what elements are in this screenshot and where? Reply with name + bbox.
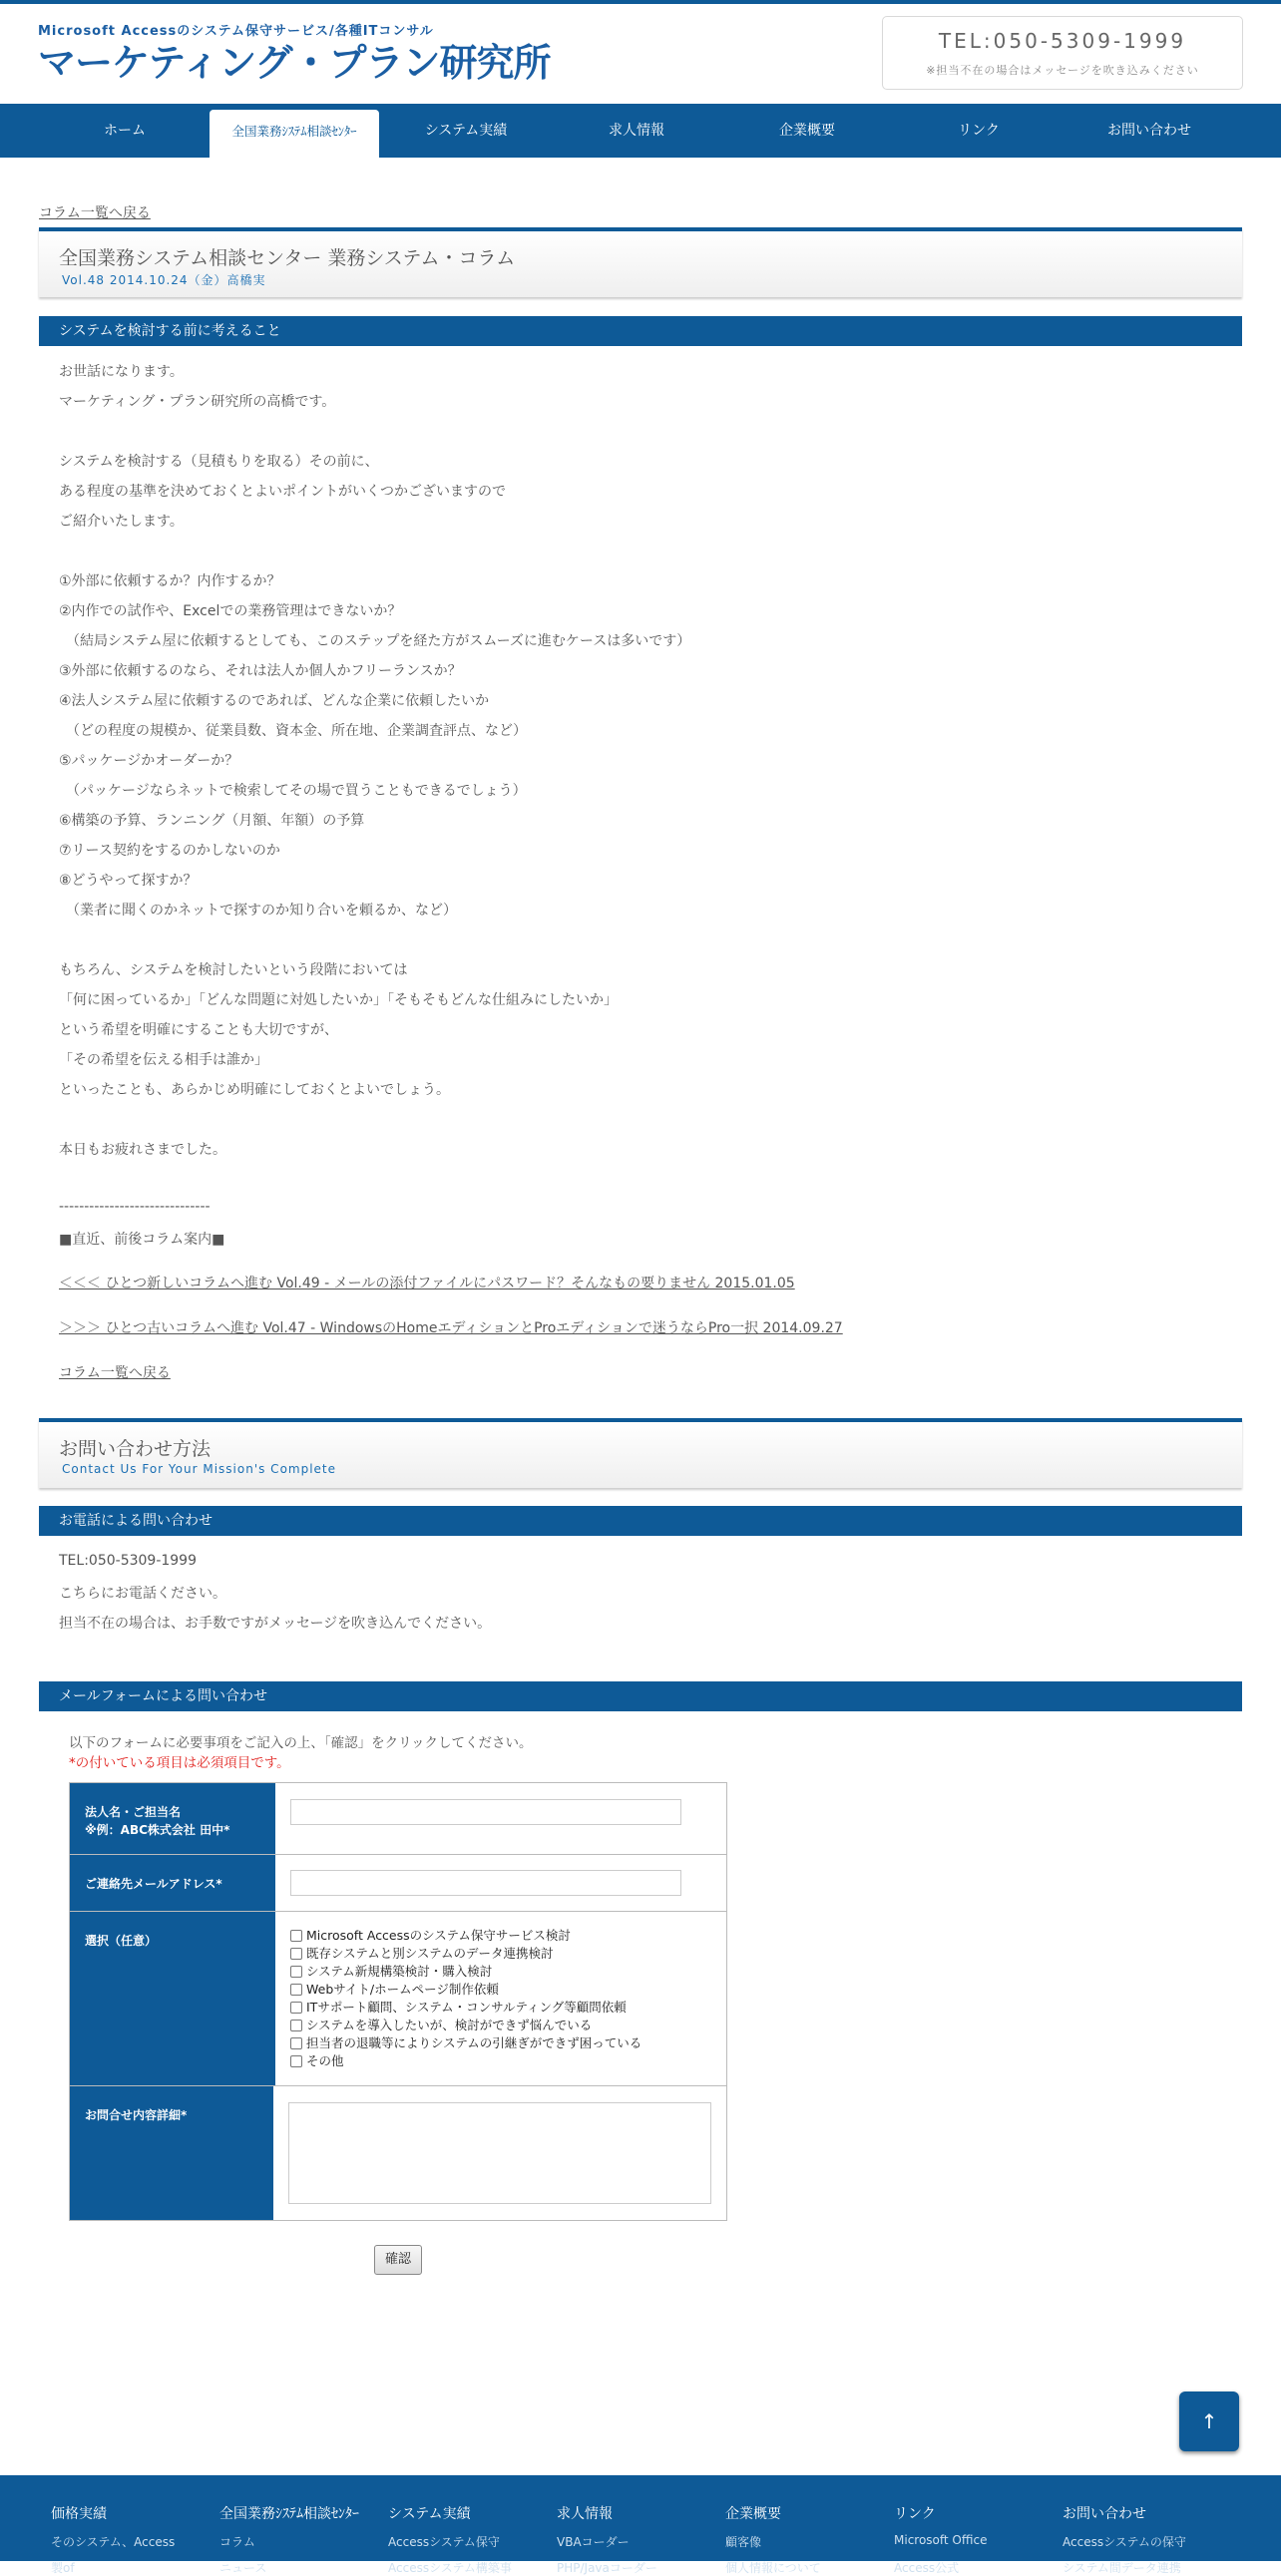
option-label: ITサポート顧問、システム・コンサルティング等顧問依頼 bbox=[306, 2000, 627, 2015]
detail-textarea[interactable] bbox=[288, 2102, 711, 2204]
checkbox[interactable] bbox=[290, 1930, 302, 1942]
column-body-line: ⑥構築の予算、ランニング（月額、年額）の予算 bbox=[59, 813, 365, 829]
column-body-line: ①外部に依頼するか？内作するか？ bbox=[59, 573, 281, 589]
logo-tagline: Microsoft Accessのシステム保守サービス/各種ITコンサル bbox=[38, 24, 434, 39]
option-checkbox-row[interactable] bbox=[290, 2017, 711, 2034]
footer-column-heading[interactable]: リンク bbox=[894, 2506, 936, 2522]
nav-consult-center[interactable]: 全国業務ｼｽﾃﾑ相談ｾﾝﾀｰ bbox=[210, 110, 379, 158]
checkbox[interactable] bbox=[290, 2020, 302, 2031]
column-body-line: といったことも、あらかじめ明確にしておくとよいでしょう。 bbox=[59, 1082, 450, 1098]
phone-note: ※担当不在の場合はメッセージを吹き込みください bbox=[926, 64, 1199, 77]
column-title: 全国業務システム相談センター 業務システム・コラム bbox=[59, 247, 516, 269]
column-body-line: 本日もお疲れさまでした。 bbox=[59, 1142, 226, 1158]
site-logo[interactable] bbox=[38, 20, 550, 85]
column-body-line: （業者に聞くのかネットで探すのか知り合いを頼るか、など） bbox=[59, 903, 457, 919]
footer-column-heading[interactable]: 全国業務ｼｽﾃﾑ相談ｾﾝﾀｰ bbox=[219, 2506, 359, 2522]
nav-links[interactable]: リンク bbox=[958, 123, 1000, 139]
footer-column-heading[interactable]: 求人情報 bbox=[557, 2506, 613, 2522]
nav-home[interactable]: ホーム bbox=[104, 123, 146, 139]
site-footer bbox=[0, 2475, 1281, 2575]
email-field-cell bbox=[275, 1855, 726, 1911]
form-row-email bbox=[70, 1855, 726, 1912]
column-body-line: ②内作での試作や、Excelでの業務管理はできないか？ bbox=[59, 603, 402, 619]
older-column-link[interactable]: ＞＞＞ ひとつ古いコラムへ進む Vol.47 - WindowsのHomeエディションとProエディションで迷うならPro一択 2014.09.27 bbox=[59, 1320, 843, 1336]
column-body-line: （パッケージならネットで検索してその場で買うこともできるでしょう） bbox=[59, 783, 527, 799]
phone-contact-bar: お電話による問い合わせ bbox=[39, 1506, 1242, 1536]
back-to-column-list-link-bottom[interactable]: コラム一覧へ戻る bbox=[59, 1365, 171, 1381]
column-body-line: 「何に困っているか」「どんな問題に対処したいか」「そもそもどんな仕組みにしたいか」 bbox=[59, 992, 618, 1008]
column-header bbox=[39, 227, 1242, 297]
email-input[interactable] bbox=[290, 1870, 681, 1896]
footer-link[interactable]: 個人情報について bbox=[725, 2561, 821, 2575]
option-label: その他 bbox=[306, 2053, 344, 2068]
phone-line: TEL:050-5309-1999 bbox=[59, 1553, 197, 1569]
column-body-line: ④法人システム屋に依頼するのであれば、どんな企業に依頼したいか bbox=[59, 693, 490, 709]
option-checkbox-row[interactable] bbox=[290, 2052, 711, 2070]
column-body-line: という希望を明確にすることも大切ですが、 bbox=[59, 1022, 338, 1038]
option-label: Microsoft Accessのシステム保守サービス検討 bbox=[306, 1928, 571, 1943]
mail-form-bar: メールフォームによる問い合わせ bbox=[39, 1681, 1242, 1711]
main-nav bbox=[0, 104, 1281, 158]
nav-contact[interactable]: お問い合わせ bbox=[1107, 123, 1191, 139]
related-heading: ■直近、前後コラム案内■ bbox=[59, 1232, 225, 1248]
option-checkbox-row[interactable] bbox=[290, 1945, 711, 1963]
checkbox[interactable] bbox=[290, 1948, 302, 1960]
confirm-button[interactable]: 確認 bbox=[374, 2245, 422, 2275]
select-label: 選択（任意） bbox=[70, 1912, 275, 2085]
arrow-up-icon: ↑ bbox=[1200, 2409, 1218, 2433]
phone-line: こちらにお電話ください。 bbox=[59, 1586, 226, 1602]
checkbox[interactable] bbox=[290, 1966, 302, 1978]
option-label: システム新規構築検討・購入検討 bbox=[306, 1964, 493, 1979]
column-body-line: マーケティング・プラン研究所の高橋です。 bbox=[59, 394, 336, 410]
nav-recruit[interactable]: 求人情報 bbox=[609, 123, 664, 139]
column-body-line: （どの程度の規模か、従業員数、資本金、所在地、企業調査評点、など） bbox=[59, 723, 527, 739]
required-note: *の付いている項目は必須項目です。 bbox=[69, 1755, 290, 1771]
footer-link[interactable]: Access公式 bbox=[894, 2561, 960, 2575]
nav-system-results[interactable]: システム実績 bbox=[424, 123, 508, 139]
option-checkbox-row[interactable] bbox=[290, 2034, 711, 2052]
footer-link[interactable]: PHP/Javaコーダー bbox=[557, 2561, 657, 2575]
contact-title: お問い合わせ方法 bbox=[59, 1438, 212, 1460]
option-label: 担当者の退職等によりシステムの引継ぎができず困っている bbox=[306, 2035, 642, 2050]
options-cell bbox=[275, 1912, 726, 2085]
footer-link[interactable]: Microsoft Office bbox=[894, 2533, 988, 2547]
contact-subtitle: Contact Us For Your Mission's Complete bbox=[62, 1462, 337, 1476]
footer-column-heading[interactable]: お問い合わせ bbox=[1063, 2506, 1146, 2522]
name-label-text: 法人名・ご担当名 bbox=[85, 1805, 182, 1819]
footer-link[interactable]: Accessシステムの保守 bbox=[1063, 2535, 1186, 2549]
footer-link[interactable]: Accessシステム保守 bbox=[388, 2535, 500, 2549]
option-label: 既存システムと別システムのデータ連携検討 bbox=[306, 1946, 554, 1961]
column-body-line: ③外部に依頼するのなら、それは法人か個人かフリーランスか？ bbox=[59, 663, 462, 679]
footer-link[interactable]: VBAコーダー bbox=[557, 2535, 630, 2549]
column-body-line: （結局システム屋に依頼するとしても、このステップを経た方がスムーズに進むケースは多いです） bbox=[59, 633, 691, 649]
option-checkbox-row[interactable] bbox=[290, 1999, 711, 2017]
option-checkbox-row[interactable] bbox=[290, 1927, 711, 1945]
footer-column-heading[interactable]: 価格実績 bbox=[51, 2506, 107, 2522]
column-body-line: もちろん、システムを検討したいという段階においては bbox=[59, 962, 408, 978]
footer-link[interactable]: システム間データ連携 bbox=[1063, 2561, 1181, 2575]
checkbox[interactable] bbox=[290, 2002, 302, 2014]
detail-label: お問合せ内容詳細* bbox=[70, 2086, 273, 2220]
form-row-name bbox=[70, 1783, 726, 1855]
detail-field-cell bbox=[273, 2086, 726, 2220]
phone-box bbox=[882, 16, 1243, 90]
option-label: システムを導入したいが、検討ができず悩んでいる bbox=[306, 2018, 593, 2032]
footer-link[interactable]: コラム bbox=[219, 2535, 255, 2549]
name-label bbox=[70, 1783, 275, 1854]
footer-column-heading[interactable]: 企業概要 bbox=[725, 2506, 781, 2522]
column-body-line: お世話になります。 bbox=[59, 364, 184, 380]
column-body-line: ⑦リース契約をするのかしないのか bbox=[59, 843, 280, 859]
phone-line: 担当不在の場合は、お手数ですがメッセージを吹き込んでください。 bbox=[59, 1616, 492, 1632]
column-body-line: ------------------------------ bbox=[59, 1199, 211, 1215]
footer-link[interactable]: 製of bbox=[51, 2561, 75, 2575]
form-row-select bbox=[70, 1912, 726, 2086]
column-body-line: 「その希望を伝える相手は誰か」 bbox=[59, 1052, 268, 1068]
footer-column-heading[interactable]: システム実績 bbox=[388, 2506, 471, 2522]
footer-link[interactable]: 顧客像 bbox=[725, 2535, 762, 2549]
name-input[interactable] bbox=[290, 1799, 681, 1825]
column-body-line: ご紹介いたします。 bbox=[59, 514, 184, 530]
contact-header bbox=[39, 1418, 1242, 1488]
column-body-line: ⑧どうやって探すか？ bbox=[59, 873, 198, 889]
checkbox[interactable] bbox=[290, 2055, 302, 2067]
column-body-line: システムを検討する（見積もりを取る）その前に、 bbox=[59, 454, 379, 470]
footer-link[interactable]: そのシステム、Access bbox=[51, 2535, 176, 2549]
section-title-bar: システムを検討する前に考えること bbox=[39, 316, 1242, 346]
nav-company[interactable]: 企業概要 bbox=[779, 123, 835, 139]
back-to-column-list-link[interactable]: コラム一覧へ戻る bbox=[39, 205, 151, 221]
column-meta: Vol.48 2014.10.24（金）高橋実 bbox=[62, 273, 266, 287]
form-intro: 以下のフォームに必要事項をご記入の上、「確認」をクリックしてください。 bbox=[69, 1735, 533, 1751]
phone-number: TEL:050-5309-1999 bbox=[938, 29, 1187, 53]
contact-form bbox=[69, 1782, 727, 2221]
option-label: Webサイト/ホームページ制作依頼 bbox=[306, 1982, 499, 1997]
newer-column-link[interactable]: ＜＜＜ ひとつ新しいコラムへ進む Vol.49 - メールの添付ファイルにパスワード？そんなもの要りません 2015.01.05 bbox=[59, 1276, 795, 1291]
footer-link[interactable]: ニュース bbox=[219, 2561, 267, 2575]
back-to-top-button[interactable] bbox=[1179, 2392, 1239, 2451]
checkbox[interactable] bbox=[290, 2037, 302, 2049]
email-label: ご連絡先メールアドレス* bbox=[70, 1855, 275, 1911]
form-row-detail bbox=[70, 2086, 726, 2220]
logo-title: マーケティング・プラン研究所 bbox=[38, 41, 551, 85]
column-body-line: ⑤パッケージかオーダーか？ bbox=[59, 753, 239, 769]
column-body-line: ある程度の基準を決めておくとよいポイントがいくつかございますので bbox=[59, 484, 506, 500]
name-example: ※例：ABC株式会社 田中* bbox=[85, 1823, 230, 1837]
option-checkbox-row[interactable] bbox=[290, 1963, 711, 1981]
top-accent-line bbox=[0, 0, 1281, 4]
checkbox[interactable] bbox=[290, 1984, 302, 1996]
footer-link[interactable]: Accessシステム構築事 bbox=[388, 2561, 512, 2575]
name-field-cell bbox=[275, 1783, 726, 1854]
option-checkbox-row[interactable] bbox=[290, 1981, 711, 1999]
